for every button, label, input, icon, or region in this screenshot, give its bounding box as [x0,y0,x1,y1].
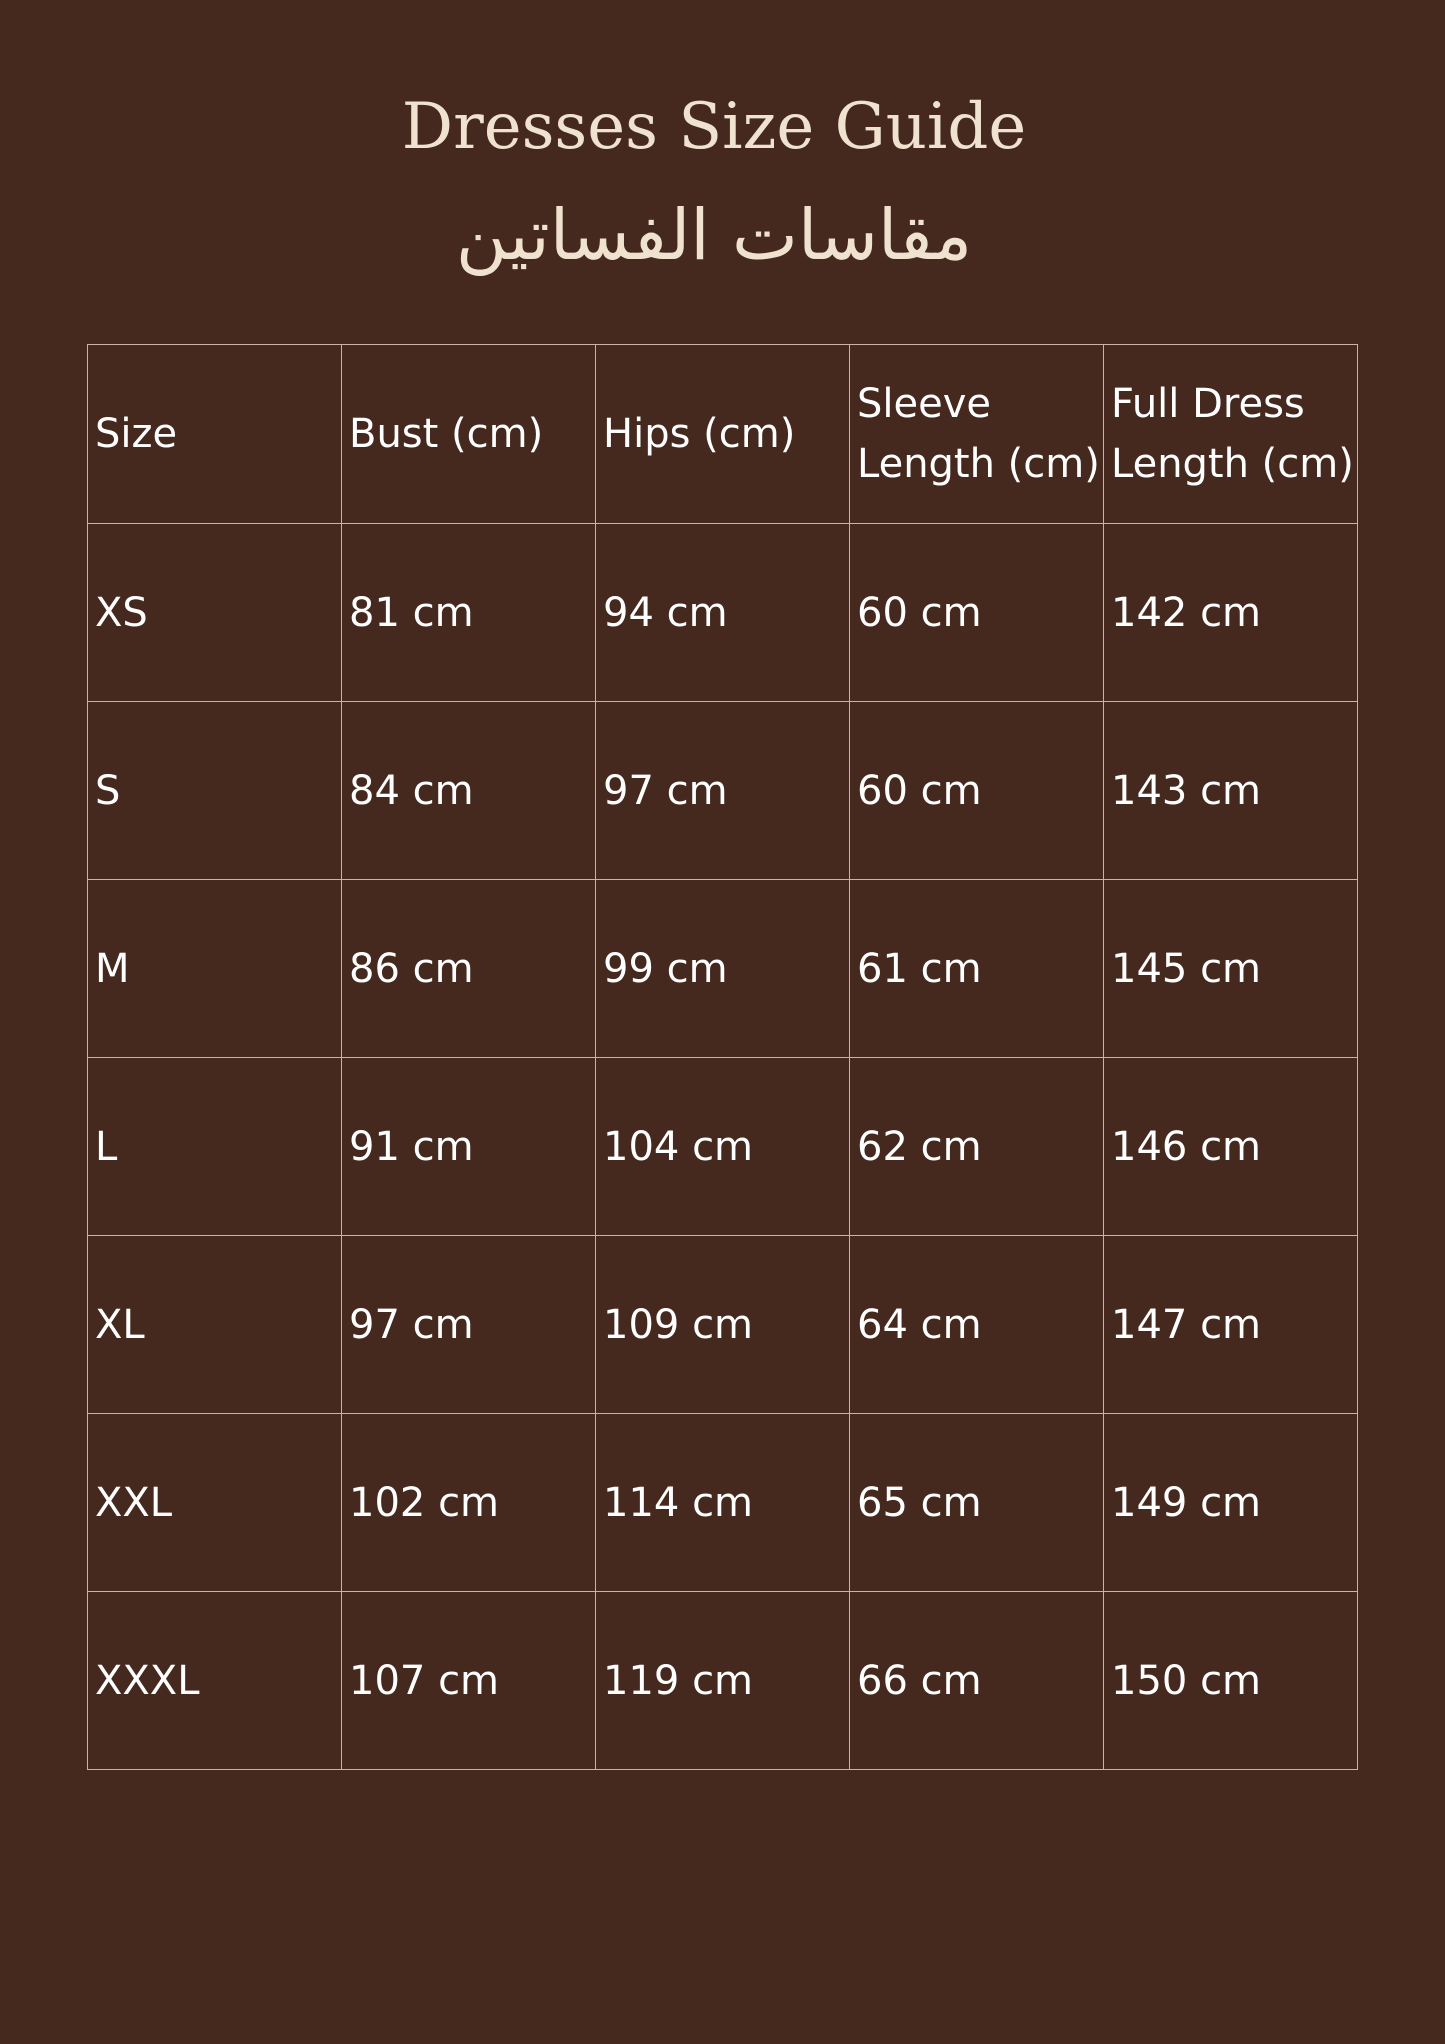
table-row [88,1236,1358,1414]
table-row [88,1592,1358,1770]
cell-full-dress-length: 143 cm [1104,702,1358,880]
header-size [88,345,342,524]
header-hips-label: Hips (cm) [603,411,796,457]
cell-bust: 102 cm [342,1414,596,1592]
table-header-row [88,345,1358,524]
header-sleeve-length [850,345,1104,524]
cell-hips: 94 cm [596,524,850,702]
cell-size: XS [88,524,342,702]
cell-hips: 97 cm [596,702,850,880]
cell-size: M [88,880,342,1058]
size-table [87,344,1358,1770]
cell-sleeve-length: 62 cm [850,1058,1104,1236]
cell-sleeve-length: 65 cm [850,1414,1104,1592]
cell-full-dress-length: 147 cm [1104,1236,1358,1414]
cell-sleeve-length: 66 cm [850,1592,1104,1770]
cell-bust: 81 cm [342,524,596,702]
cell-hips: 104 cm [596,1058,850,1236]
header-size-label: Size [95,411,178,457]
cell-sleeve-length: 64 cm [850,1236,1104,1414]
cell-bust: 86 cm [342,880,596,1058]
cell-sleeve-length: 60 cm [850,524,1104,702]
header-hips [596,345,850,524]
cell-bust: 97 cm [342,1236,596,1414]
page-title-arabic: مقاسات الفساتين [455,194,973,276]
cell-hips: 109 cm [596,1236,850,1414]
header-sleeve-length-label: Sleeve Length (cm) [857,381,1100,487]
cell-hips: 99 cm [596,880,850,1058]
cell-bust: 84 cm [342,702,596,880]
cell-hips: 119 cm [596,1592,850,1770]
cell-size: XXL [88,1414,342,1592]
cell-full-dress-length: 145 cm [1104,880,1358,1058]
table-row [88,524,1358,702]
cell-full-dress-length: 146 cm [1104,1058,1358,1236]
cell-sleeve-length: 61 cm [850,880,1104,1058]
table-row [88,1058,1358,1236]
header-full-dress-length [1104,345,1358,524]
cell-size: XL [88,1236,342,1414]
header-bust-label: Bust (cm) [349,411,544,457]
cell-full-dress-length: 150 cm [1104,1592,1358,1770]
table-row [88,1414,1358,1592]
cell-full-dress-length: 142 cm [1104,524,1358,702]
cell-bust: 91 cm [342,1058,596,1236]
table-row [88,702,1358,880]
cell-size: XXXL [88,1592,342,1770]
cell-sleeve-length: 60 cm [850,702,1104,880]
cell-size: S [88,702,342,880]
cell-bust: 107 cm [342,1592,596,1770]
header-bust [342,345,596,524]
table-row [88,880,1358,1058]
cell-hips: 114 cm [596,1414,850,1592]
cell-full-dress-length: 149 cm [1104,1414,1358,1592]
header-full-dress-length-label: Full Dress Length (cm) [1111,381,1354,487]
page-title-english: Dresses Size Guide [401,90,1027,164]
cell-size: L [88,1058,342,1236]
